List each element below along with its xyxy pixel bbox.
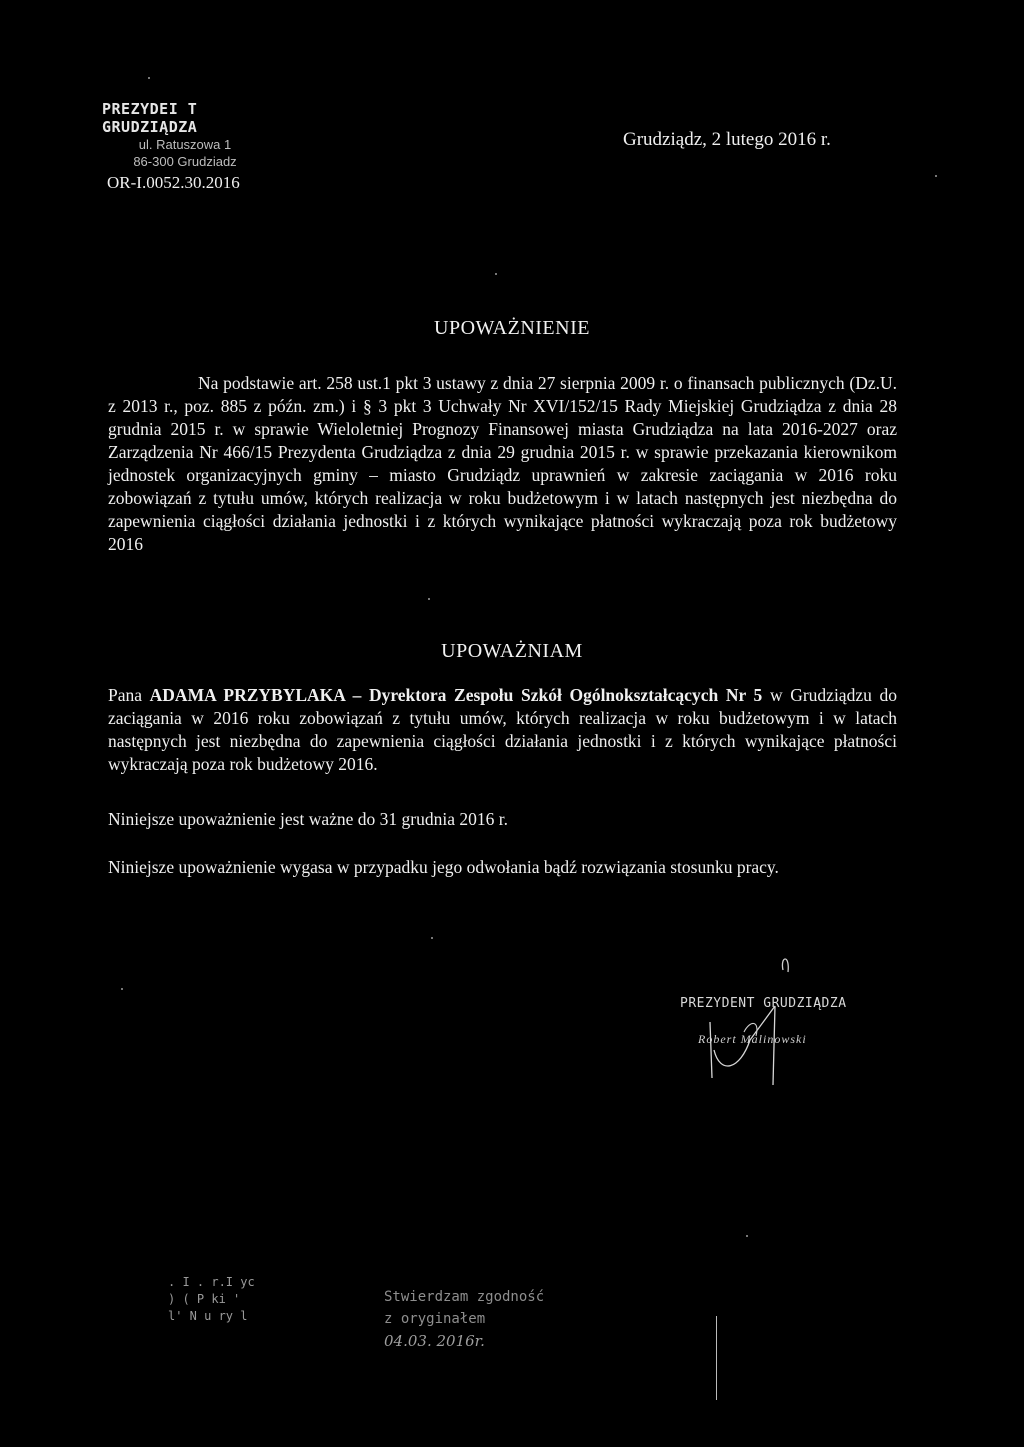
scan-speck [148, 77, 150, 79]
authorize-heading [0, 640, 1024, 663]
authorized-person-paragraph [108, 684, 897, 776]
scan-speck [495, 273, 497, 275]
stamp-street: ul. Ratuszowa 1 [138, 137, 232, 152]
bottom-left-line-1: . I . r.I yc [168, 1275, 255, 1289]
certified-date: 04.03. 2016r. [384, 1332, 485, 1350]
handwritten-signature [680, 950, 880, 1100]
signature-name: Robert Malinowski [698, 1032, 807, 1046]
certified-copy-stamp [384, 1286, 544, 1352]
scan-speck [121, 988, 123, 990]
place-date: Grudziądz, 2 lutego 2016 r. [623, 129, 831, 150]
document-title-text: UPOWAŻNIENIE [434, 317, 590, 339]
signature-stamp-title: PREZYDENT GRUDZIĄDZA [680, 996, 847, 1011]
signature-block [680, 950, 880, 1100]
scan-speck [428, 598, 430, 600]
bottom-left-line-3: l' N u ry l [168, 1309, 248, 1323]
margin-mark [716, 1316, 717, 1400]
stamp-city: 86-300 Grudziadz [133, 154, 237, 169]
scan-speck [746, 1235, 748, 1237]
bottom-left-note [168, 1274, 255, 1325]
scan-speck [431, 937, 433, 939]
document-title [0, 317, 1024, 340]
person-prefix: Pana [108, 685, 150, 705]
stamp-title: PREZYDEI T GRUDZIĄDZA [102, 100, 198, 136]
reference-number: OR-I.0052.30.2016 [107, 173, 240, 192]
person-rest: w Grudziądzu do zaciągania w 2016 roku zobowiązań z tytułu umów, których realizacja w roku budżetowym i w latach następnych jest niezbędna do zapewnienia ciągłości działania jednostki i z których wynikające płatności wykraczają poza rok budżetowy 2016. [108, 685, 897, 774]
office-stamp [100, 100, 300, 170]
certified-line-1: Stwierdzam zgodność [384, 1289, 545, 1305]
bottom-left-line-2: ) ( P ki ' [168, 1292, 241, 1306]
legal-basis-paragraph [108, 372, 897, 556]
person-name-bold: ADAMA PRZYBYLAKA – Dyrektora Zespołu Szkół Ogólnokształcących Nr 5 [149, 685, 763, 705]
validity-paragraph: Niniejsze upoważnienie jest ważne do 31 grudnia 2016 r. [108, 809, 508, 829]
scan-speck [935, 175, 937, 177]
authorize-heading-text: UPOWAŻNIAM [441, 640, 583, 662]
legal-basis-text: Na podstawie art. 258 ust.1 pkt 3 ustawy z dnia 27 sierpnia 2009 r. o finansach publicznych (Dz.U. z 2013 r., poz. 885 z późn. zm.) i § 3 pkt 3 Uchwały Nr XVI/152/15 Rady Miejskiej Grudziądza z dnia 28 grudnia 2015 r. w sprawie Wieloletniej Prognozy Finansowej miasta Grudziądza na lata 2016-2027 oraz Zarządzenia Nr 466/15 Prezydenta Grudziądza z dnia 29 grudnia 2015 r. w sprawie przekazania kierownikom jednostek organizacyjnych gminy – miasto Grudziądz uprawnień w zakresie zaciągania w 2016 roku zobowiązań z tytułu umów, których realizacja w roku budżetowym i w latach następnych jest niezbędna do zapewnienia ciągłości działania jednostki i z których wynikające płatności wykraczają poza rok budżetowy 2016 [108, 373, 897, 554]
expiry-paragraph: Niniejsze upoważnienie wygasa w przypadku jego odwołania bądź rozwiązania stosunku pracy. [108, 857, 779, 877]
certified-line-2: z oryginałem [384, 1311, 486, 1327]
